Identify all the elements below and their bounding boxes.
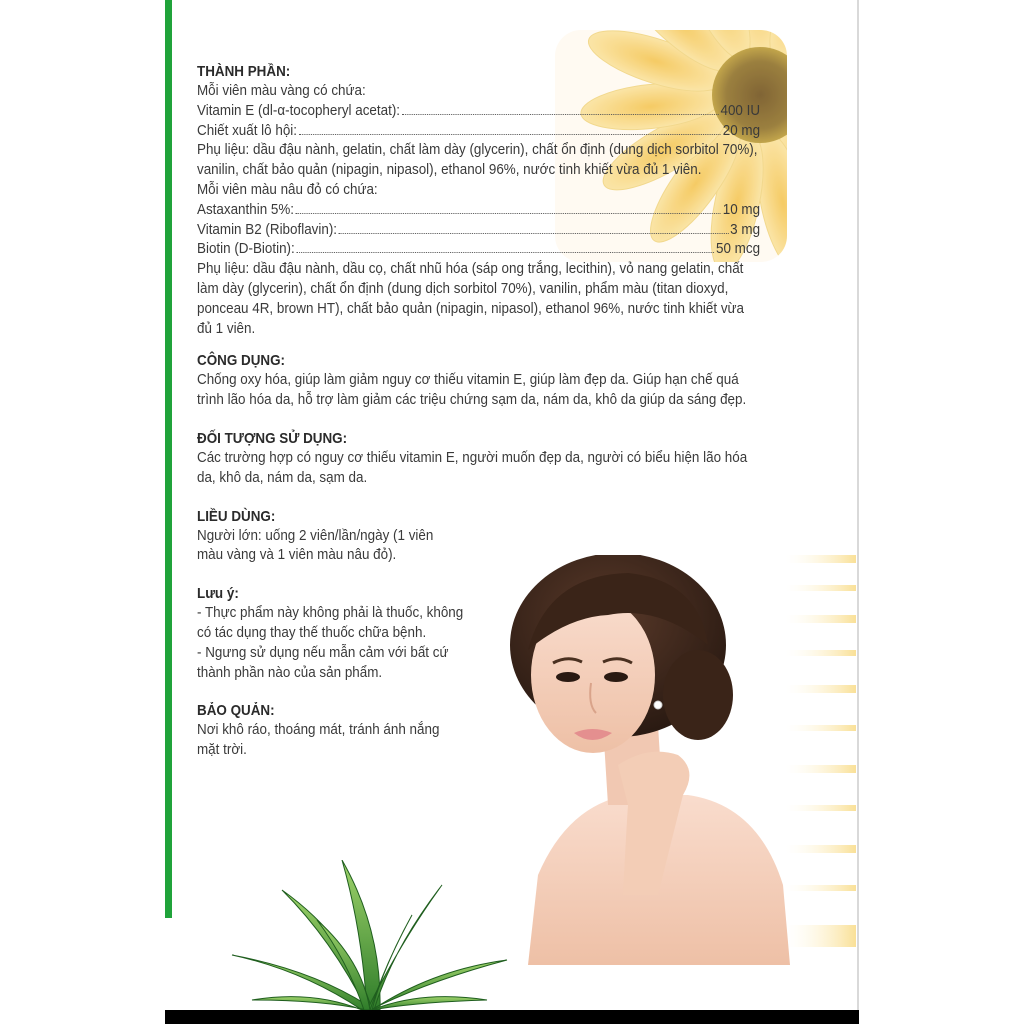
uses-heading: CÔNG DỤNG: [197,353,286,370]
dosage-heading: LIỀU DÙNG: [197,508,276,525]
page-right-edge [857,0,859,1010]
uses-section [197,351,763,411]
aloe-vera-image [222,860,512,1010]
dosage-line: màu vàng và 1 viên màu nâu đỏ). [197,547,397,564]
ingredient-row [197,122,760,142]
notes-section [197,584,763,683]
brown-excipients: Phụ liệu: dầu đậu nành, dầu cọ, chất nhũ hóa (sáp ong trắng, lecithin), vỏ nang gelatin, chất làm dày (glycerin), chất ổn định (dung dịch sorbitol 70%), vanilin, phẩm màu (titan dioxyd, ponceau 4R, brown HT), chất bảo quản (nipagin, nipasol), ethanol 96%, nước tinh khiết vừa đủ 1 viên. [197,261,744,337]
dot-leader [297,252,715,253]
target-users-text: Các trường hợp có nguy cơ thiếu vitamin E, người muốn đẹp da, người có biểu hiện lão hóa da, khô da, nám da, sạm da. [197,449,748,486]
ingredient-name: Biotin (D-Biotin): [197,241,295,258]
ingredient-row [197,201,760,221]
storage-heading: BẢO QUẢN: [197,703,275,720]
notes-line: - Thực phẩm này không phải là thuốc, không [197,605,464,622]
sun-rays-decoration [786,545,856,965]
uses-text: Chống oxy hóa, giúp làm giảm nguy cơ thiếu vitamin E, giúp làm đẹp da. Giúp hạn chế quá trình lão hóa da, hỗ trợ làm giảm các triệu chứng sạm da, nám da, khô da giúp da sáng đẹp. [197,372,747,409]
leaflet-text [197,62,763,761]
dot-leader [402,114,719,115]
dosage-section [197,507,763,567]
storage-section [197,701,763,761]
ingredient-row [197,221,760,241]
ingredient-row [197,102,760,122]
ingredient-amount: 400 IU [720,102,761,119]
ingredient-amount: 10 mg [722,201,761,218]
notes-line: có tác dụng thay thế thuốc chữa bệnh. [197,624,427,641]
dot-leader [299,134,721,135]
ingredient-name: Vitamin B2 (Riboflavin): [197,221,338,238]
storage-line: Nơi khô ráo, thoáng mát, tránh ánh nắng [197,722,440,739]
target-users-section [197,429,763,489]
ingredient-amount: 50 mcg [716,241,761,258]
dot-leader [339,233,728,234]
green-margin-line [165,0,172,918]
notes-line: - Ngưng sử dụng nếu mẫn cảm với bất cứ [197,644,449,661]
ingredient-amount: 20 mg [722,122,761,139]
ingredients-section [197,62,763,339]
brown-capsule-intro: Mỗi viên màu nâu đỏ có chứa: [197,181,378,198]
yellow-capsule-intro: Mỗi viên màu vàng có chứa: [197,83,366,99]
ingredient-amount: 3 mg [730,221,761,238]
ingredient-name: Astaxanthin 5%: [197,201,295,218]
notes-line: thành phần nào của sản phẩm. [197,664,383,681]
bottom-black-bar [165,1010,859,1024]
target-users-heading: ĐỐI TƯỢNG SỬ DỤNG: [197,430,348,447]
dot-leader [296,213,721,214]
dosage-line: Người lớn: uống 2 viên/lần/ngày (1 viên [197,527,434,544]
ingredients-heading: THÀNH PHẦN: [197,64,291,80]
ingredient-name: Vitamin E (dl-α-tocopheryl acetat): [197,102,401,119]
yellow-excipients: Phụ liệu: dầu đậu nành, gelatin, chất làm dày (glycerin), chất ổn định (dung dịch sorbitol 70%), vanilin, chất bảo quản (nipagin, nipasol), ethanol 96%, nước tinh khiết vừa đủ 1 viên. [197,142,758,179]
ingredient-name: Chiết xuất lô hội: [197,122,298,139]
notes-heading: Lưu ý: [197,586,239,603]
ingredient-row [197,240,760,260]
storage-line: mặt trời. [197,742,247,759]
